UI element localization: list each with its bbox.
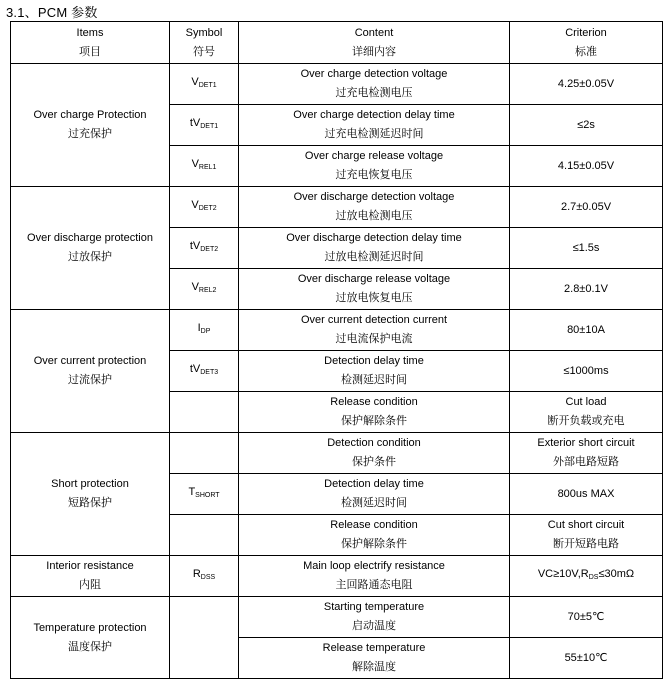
criterion-cell: ≤2s [510, 105, 663, 146]
table-row [11, 433, 663, 474]
table-row [11, 187, 663, 228]
criterion-cell: Cut load 断开负载或充电 [510, 392, 663, 433]
table-row [11, 310, 663, 351]
item-short-protection: Short protection 短路保护 [11, 433, 170, 556]
criterion-cell: 70±5℃ [510, 597, 663, 638]
item-over-current: Over current protection 过流保护 [11, 310, 170, 433]
criterion-cell: ≤1000ms [510, 351, 663, 392]
content-cell: Main loop electrify resistance 主回路通态电阻 [239, 556, 510, 597]
table-row [11, 64, 663, 105]
symbol-cell: $R_{DSS}$ [170, 556, 239, 597]
symbol-cell: $V_{REL2}$ [170, 269, 239, 310]
content-cell: Detection delay time 检测延迟时间 [239, 474, 510, 515]
criterion-cell: 80±10A [510, 310, 663, 351]
symbol-cell: $T_{SHORT}$ [170, 474, 239, 515]
header-items: Items 项目 [11, 22, 170, 64]
criterion-cell: 4.25±0.05V [510, 64, 663, 105]
content-cell: Detection delay time 检测延迟时间 [239, 351, 510, 392]
criterion-cell: 2.8±0.1V [510, 269, 663, 310]
symbol-cell [170, 515, 239, 556]
item-over-charge: Over charge Protection 过充保护 [11, 64, 170, 187]
header-symbol: Symbol 符号 [170, 22, 239, 64]
header-criterion: Criterion 标准 [510, 22, 663, 64]
content-cell: Release condition 保护解除条件 [239, 392, 510, 433]
table-row [11, 556, 663, 597]
content-cell: Over discharge release voltage 过放电恢复电压 [239, 269, 510, 310]
criterion-cell: ≤1.5s [510, 228, 663, 269]
symbol-cell [170, 433, 239, 474]
symbol-cell: $tV_{DET2}$ [170, 228, 239, 269]
content-cell: Over current detection current 过电流保护电流 [239, 310, 510, 351]
content-cell: Over discharge detection voltage 过放电检测电压 [239, 187, 510, 228]
item-temperature-protection: Temperature protection 温度保护 [11, 597, 170, 679]
criterion-cell: 2.7±0.05V [510, 187, 663, 228]
table-header-row [11, 22, 663, 64]
content-cell: Over discharge detection delay time 过放电检测延迟时间 [239, 228, 510, 269]
content-cell: Release temperature 解除温度 [239, 638, 510, 679]
symbol-cell: $tV_{DET1}$ [170, 105, 239, 146]
criterion-cell: Cut short circuit 断开短路电路 [510, 515, 663, 556]
content-cell: Over charge detection voltage 过充电检测电压 [239, 64, 510, 105]
content-cell: Over charge detection delay time 过充电检测延迟时间 [239, 105, 510, 146]
section-title: 3.1、PCM 参数 [6, 5, 98, 20]
item-over-discharge: Over discharge protection 过放保护 [11, 187, 170, 310]
symbol-cell: $tV_{DET3}$ [170, 351, 239, 392]
criterion-cell: $VC\ge 10V,R_{DS}\le 30m\Omega$ [510, 556, 663, 597]
content-cell: Starting temperature 启动温度 [239, 597, 510, 638]
criterion-cell: Exterior short circuit 外部电路短路 [510, 433, 663, 474]
symbol-cell: $V_{DET1}$ [170, 64, 239, 105]
criterion-cell: 800us MAX [510, 474, 663, 515]
criterion-cell: 55±10℃ [510, 638, 663, 679]
symbol-cell [170, 392, 239, 433]
content-cell: Detection condition 保护条件 [239, 433, 510, 474]
symbol-cell: $V_{DET2}$ [170, 187, 239, 228]
symbol-cell: $I_{DP}$ [170, 310, 239, 351]
content-cell: Over charge release voltage 过充电恢复电压 [239, 146, 510, 187]
symbol-cell: $V_{REL1}$ [170, 146, 239, 187]
table-row [11, 597, 663, 638]
pcm-parameter-table [10, 21, 663, 679]
header-content: Content 详细内容 [239, 22, 510, 64]
criterion-cell: 4.15±0.05V [510, 146, 663, 187]
content-cell: Release condition 保护解除条件 [239, 515, 510, 556]
symbol-cell [170, 597, 239, 679]
item-interior-resistance: Interior resistance 内阻 [11, 556, 170, 597]
